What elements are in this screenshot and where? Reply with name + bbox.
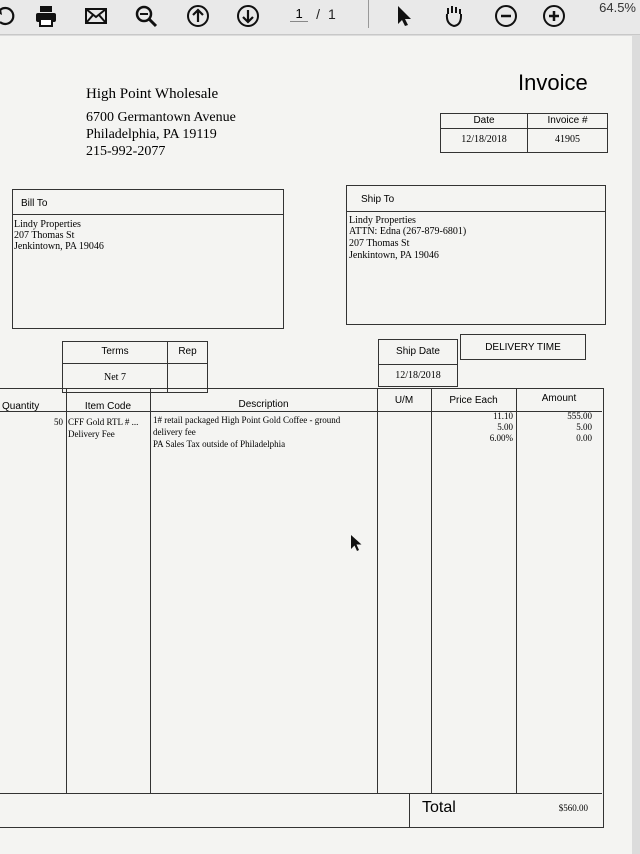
page-up-icon[interactable] (184, 2, 212, 30)
divider (347, 211, 605, 212)
divider (63, 363, 207, 364)
delivery-time-header: DELIVERY TIME (485, 342, 561, 353)
bill-to-line2: 207 Thomas St (14, 230, 75, 241)
total-pages: 1 (328, 6, 336, 22)
company-address-line2: Philadelphia, PA 19119 (86, 127, 217, 142)
row-description: 1# retail packaged High Point Gold Coffee - ground (153, 415, 341, 425)
divider (13, 214, 283, 215)
row-price-each: 11.10 (493, 411, 513, 421)
company-address-line1: 6700 Germantown Avenue (86, 110, 236, 125)
date-header: Date (473, 115, 495, 126)
print-icon[interactable] (32, 2, 60, 30)
row-item-code: CFF Gold RTL # ... (68, 417, 139, 427)
select-cursor-icon[interactable] (390, 2, 418, 30)
invoice-info-box (440, 113, 608, 153)
ship-date-value: 12/18/2018 (395, 370, 441, 381)
column-divider (516, 389, 517, 793)
column-divider (150, 389, 151, 793)
total-divider (409, 793, 410, 827)
terms-value: Net 7 (104, 372, 126, 383)
ship-to-line2: ATTN: Edna (267-879-6801) (349, 226, 467, 237)
invoice-date: 12/18/2018 (461, 134, 507, 145)
row-amount: 5.00 (576, 422, 592, 432)
row-description: delivery fee (153, 427, 196, 437)
rep-header: Rep (178, 346, 197, 357)
ship-to-line1: Lindy Properties (349, 215, 416, 226)
row-amount: 0.00 (576, 433, 592, 443)
toolbar-divider (368, 0, 369, 28)
row-quantity: 50 (54, 417, 63, 427)
zoom-in-icon[interactable] (540, 2, 568, 30)
company-name: High Point Wholesale (86, 86, 219, 102)
page-indicator (286, 2, 340, 26)
bill-to-header: Bill To (21, 198, 48, 209)
bill-to-line1: Lindy Properties (14, 219, 81, 230)
back-icon[interactable] (0, 2, 20, 30)
total-label: Total (422, 799, 456, 816)
column-header-item-code: Item Code (84, 401, 132, 412)
zoom-icon[interactable] (132, 2, 160, 30)
mouse-pointer-icon (350, 534, 364, 552)
zoom-level[interactable]: 64.5% (599, 0, 636, 15)
divider (441, 128, 607, 129)
column-header-price-each: Price Each (449, 395, 498, 406)
ship-to-box (346, 185, 606, 325)
zoom-out-icon[interactable] (492, 2, 520, 30)
page-down-icon[interactable] (234, 2, 262, 30)
line-items-table (0, 388, 604, 828)
email-icon[interactable] (82, 2, 110, 30)
bill-to-line3: Jenkintown, PA 19046 (14, 241, 104, 252)
page-separator: / (316, 6, 321, 22)
column-divider (66, 389, 67, 793)
current-page-input[interactable] (290, 6, 308, 22)
bill-to-box (12, 189, 284, 329)
row-amount: 555.00 (567, 411, 592, 421)
ship-date-header: Ship Date (396, 346, 440, 357)
terms-header: Terms (101, 346, 129, 357)
column-header-description: Description (238, 399, 289, 410)
row-price-each: 6.00% (489, 433, 513, 443)
column-header-quantity: Quantity (2, 401, 40, 412)
total-value: $560.00 (558, 803, 588, 813)
invoice-number: 41905 (555, 134, 580, 145)
column-divider (431, 389, 432, 793)
delivery-time-box (460, 334, 586, 360)
invoice-page (0, 36, 632, 854)
ship-to-line3: 207 Thomas St (349, 238, 410, 249)
hand-icon[interactable] (440, 2, 468, 30)
row-description: PA Sales Tax outside of Philadelphia (153, 439, 286, 449)
column-header-amount: Amount (541, 393, 577, 404)
column-header-um: U/M (394, 395, 414, 406)
invoice-number-header: Invoice # (547, 115, 588, 126)
column-divider (377, 389, 378, 793)
company-phone: 215-992-2077 (86, 144, 166, 159)
ship-to-line4: Jenkintown, PA 19046 (349, 250, 439, 261)
terms-rep-box (62, 341, 208, 393)
total-row-divider (0, 793, 602, 794)
invoice-title: Invoice (518, 70, 588, 95)
ship-to-header: Ship To (361, 194, 395, 205)
ship-date-box (378, 339, 458, 387)
divider (379, 364, 457, 365)
row-price-each: 5.00 (497, 422, 513, 432)
row-item-code: Delivery Fee (68, 429, 115, 439)
viewer-toolbar (0, 0, 640, 35)
